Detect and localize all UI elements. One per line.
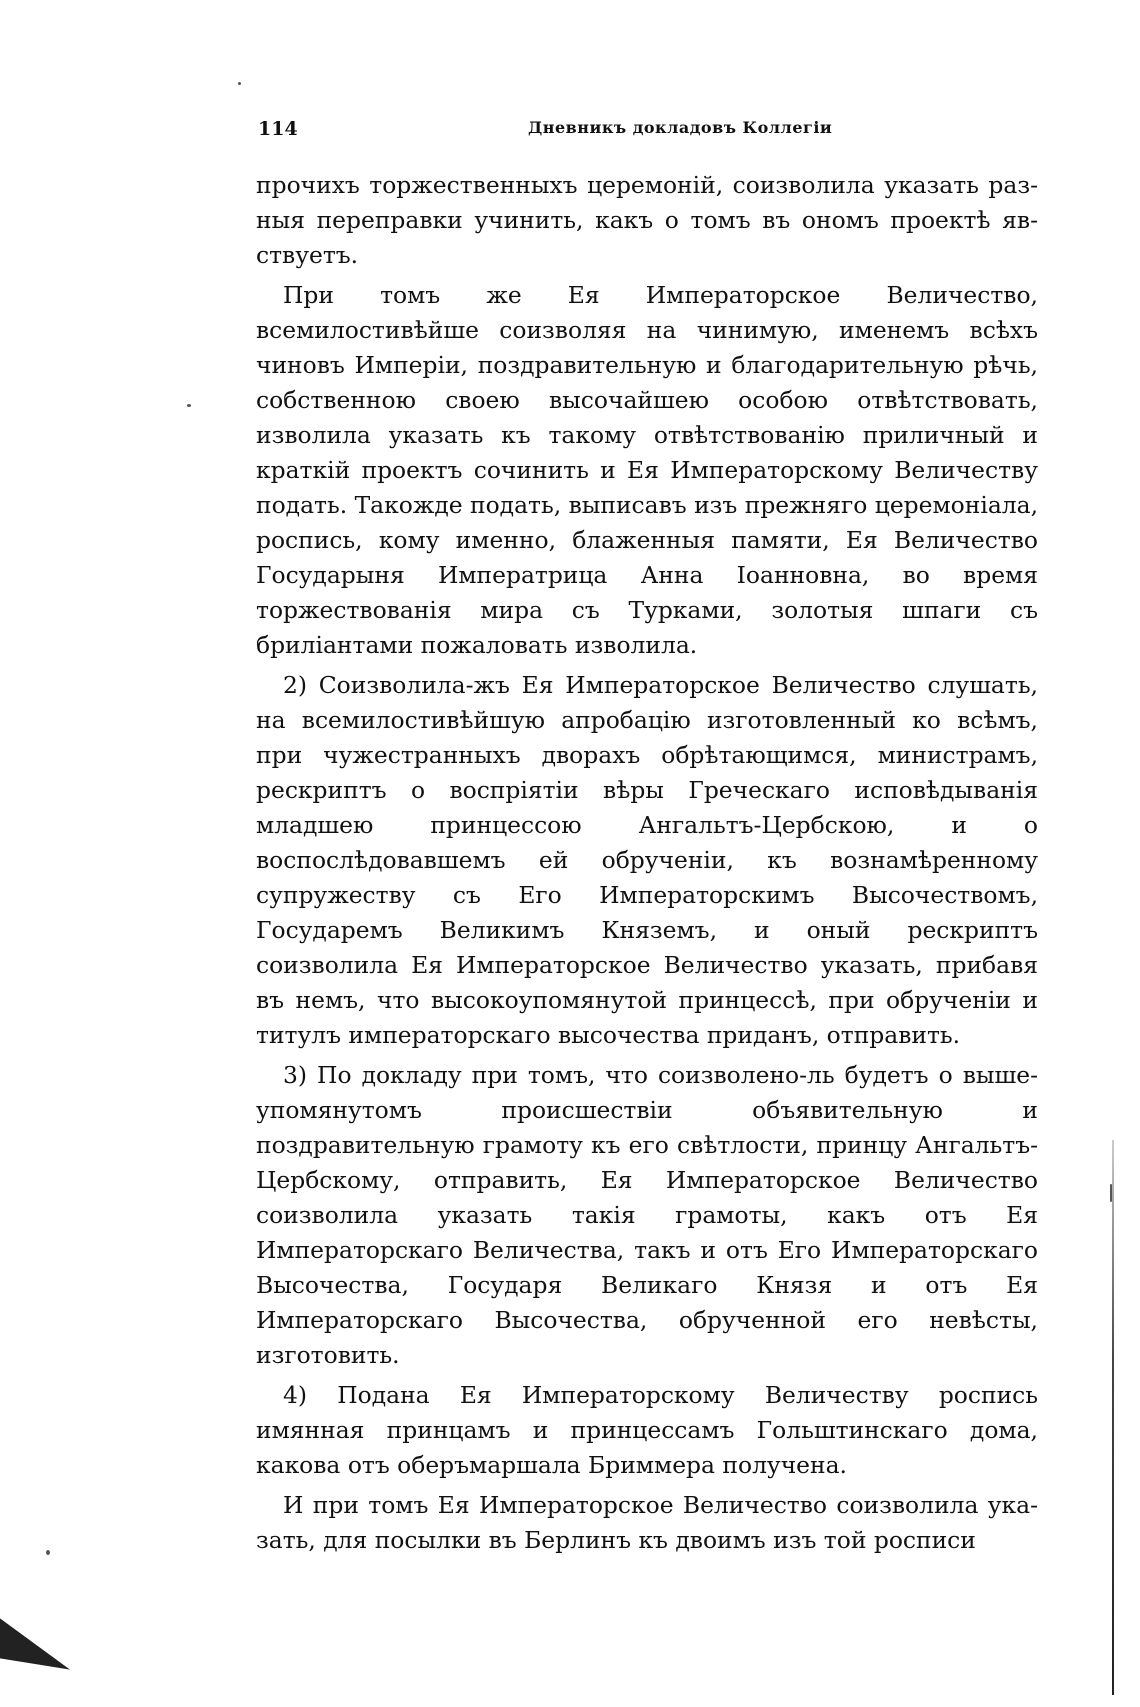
paragraph-item-3: 3) По докладу при томъ, что соизволено-ль будетъ о вышеупомянутомъ происшествіи объявительную и поздравительную грамоту къ его свѣтлости, принцу Ангальтъ-Цербскому, отправить, Ея Императорское Величество соизволила указать такія грамоты, какъ отъ Ея Императорскаго Величества, такъ и отъ Его Императорскаго Высочества, Государя Великаго Князя и отъ Ея Императорскаго Высочества, обрученной его невѣсты, изготовить. xyxy=(256,1061,1038,1369)
scan-speck xyxy=(1110,1184,1112,1202)
scan-speck xyxy=(46,1550,50,1555)
paragraph-continuation: прочихъ торжественныхъ церемоній, соизволила указать разныя переправки учинить, какъ о томъ въ ономъ проектѣ явствуетъ. xyxy=(256,171,1038,269)
paragraph-item-2: 2) Соизволила-жъ Ея Императорское Величество слушать, на всемилостивѣйшую апробацію изготовленный ко всѣмъ, при чужестранныхъ дворахъ обрѣтающимся, министрамъ, рескриптъ о воспріятіи вѣры Греческаго исповѣдыванія младшею принцессою Ангальтъ-Цербскою, и о воспослѣдовавшемъ ей обрученіи, къ вознамѣренному супружеству съ Его Императорскимъ Высочествомъ, Государемъ Великимъ Княземъ, и оный рескриптъ соизволила Ея Императорское Величество указать, прибавя въ немъ, что высокоупомянутой принцессѣ, при обрученіи и титулъ императорскаго высочества приданъ, отправить. xyxy=(256,671,1038,1049)
scan-edge-line xyxy=(1112,1140,1114,1695)
body-text xyxy=(256,168,1038,1558)
scan-speck xyxy=(187,404,191,407)
page-number: 114 xyxy=(258,118,298,140)
page-header xyxy=(258,118,1036,150)
paragraph-final: И при томъ Ея Императорское Величество соизволила указать, для посылки въ Берлинъ къ двоимъ изъ той росписи xyxy=(256,1491,1038,1554)
scan-speck xyxy=(238,82,241,85)
paragraph-item-4: 4) Подана Ея Императорскому Величеству роспись имянная принцамъ и принцессамъ Гольштинскаго дома, какова отъ оберъмаршала Бриммера получена. xyxy=(256,1381,1038,1479)
paragraph-speech-reply: При томъ же Ея Императорское Величество, всемилостивѣйше соизволяя на чинимую, именемъ всѣхъ чиновъ Имперіи, поздравительную и благодарительную рѣчь, собственною своею высочайшею особою отвѣтствовать, изволила указать къ такому отвѣтствованію приличный и краткій проектъ сочинить и Ея Императорскому Величеству подать. Такожде подать, выписавъ изъ прежняго церемоніала, роспись, кому именно, блаженныя памяти, Ея Величество Государыня Императрица Анна Іоанновна, во время торжествованія мира съ Турками, золотыя шпаги съ бриліантами пожаловать изволила. xyxy=(256,281,1039,659)
running-title: Дневникъ докладовъ Коллегіи xyxy=(528,118,833,137)
scan-corner-mark xyxy=(0,1618,70,1689)
